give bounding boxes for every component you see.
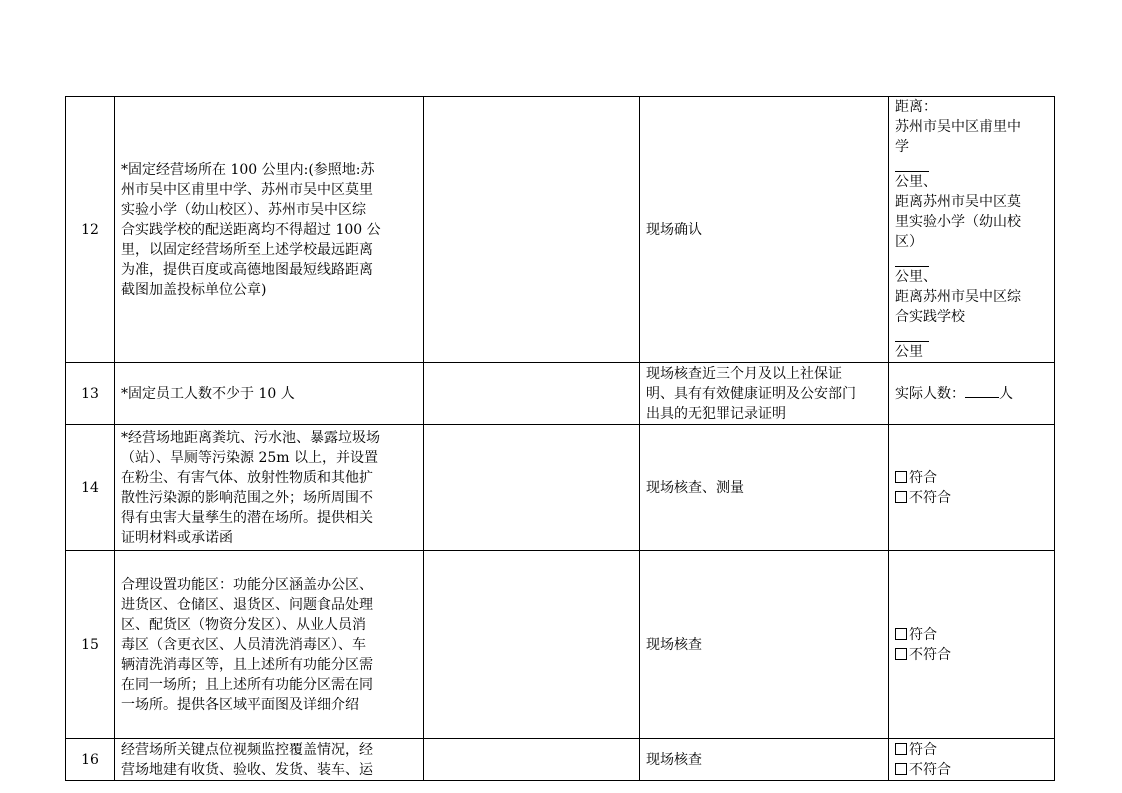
requirement-cell: *经营场地距离粪坑、污水池、暴露垃圾场 （站）、旱厕等污染源 25m 以上，并设置 在粉尘、有害气体、放射性物质和其他扩 散性污染源的影响范围之外；场所周围不 得有虫害大量孳生的潜在场所。提供相关 证明材料或承诺函 [115,425,424,551]
method-cell: 现场确认 [640,97,889,363]
empty-cell [424,97,640,363]
requirements-table [65,96,1055,781]
requirement-cell: 合理设置功能区：功能分区涵盖办公区、 进货区、仓储区、退货区、问题食品处理 区、配货区（物资分发区）、从业人员消 毒区（含更衣区、人员清洗消毒区）、车 辆清洗消毒区等，且上述所有功能分区需 在同一场所；且上述所有功能分区需在同 一场所。提供各区域平面图及详细介绍 [115,551,424,739]
checkbox-option-fail[interactable]: 不符合 [895,645,1048,665]
empty-cell [424,551,640,739]
checkbox-icon [895,763,907,775]
requirement-cell: *固定员工人数不少于 10 人 [115,363,424,425]
empty-cell [424,363,640,425]
method-cell: 现场核查、测量 [640,425,889,551]
checkbox-icon [895,628,907,640]
requirement-cell: *固定经营场所在 100 公里内:(参照地:苏 州市吴中区甫里中学、苏州市吴中区莫里 实验小学（幼山校区）、苏州市吴中区综 合实践学校的配送距离均不得超过 100 公 里，以固定经营场所至上述学校最远距离 为准，提供百度或高德地图最短线路距离 截图加盖投标单位公章) [115,97,424,363]
checkbox-option-pass[interactable]: 符合 [895,625,1048,645]
checkbox-icon [895,491,907,503]
row-number: 13 [66,363,115,425]
method-cell: 现场核查 [640,739,889,781]
checkbox-icon [895,743,907,755]
checkbox-icon [895,471,907,483]
distance-blank[interactable] [895,327,929,342]
row-number: 14 [66,425,115,551]
headcount-blank[interactable] [965,383,999,398]
empty-cell [424,425,640,551]
checkbox-option-fail[interactable]: 不符合 [895,488,1048,508]
requirement-cell: 经营场所关键点位视频监控覆盖情况，经 营场地建有收货、验收、发货、装车、运 [115,739,424,781]
row-number: 12 [66,97,115,363]
result-cell [889,739,1055,781]
method-cell: 现场核查近三个月及以上社保证 明、具有有效健康证明及公安部门 出具的无犯罪记录证明 [640,363,889,425]
table-row [66,739,1055,781]
method-cell: 现场核查 [640,551,889,739]
table-row [66,363,1055,425]
result-cell [889,551,1055,739]
empty-cell [424,739,640,781]
table-row [66,551,1055,739]
result-cell: 实际人数： 人 [889,363,1055,425]
table-row [66,425,1055,551]
checkbox-option-pass[interactable]: 符合 [895,740,1048,760]
checkbox-option-fail[interactable]: 不符合 [895,760,1048,780]
result-cell: 距离： 苏州市吴中区甫里中 学 公里、 距离苏州市吴中区莫 里实验小学（幼山校 区） 公里、 距离苏州市吴中区综 合实践学校 公里 [889,97,1055,363]
row-number: 16 [66,739,115,781]
table-row [66,97,1055,363]
row-number: 15 [66,551,115,739]
distance-blank[interactable] [895,252,929,267]
checkbox-icon [895,648,907,660]
result-cell [889,425,1055,551]
distance-blank[interactable] [895,157,929,172]
checkbox-option-pass[interactable]: 符合 [895,468,1048,488]
